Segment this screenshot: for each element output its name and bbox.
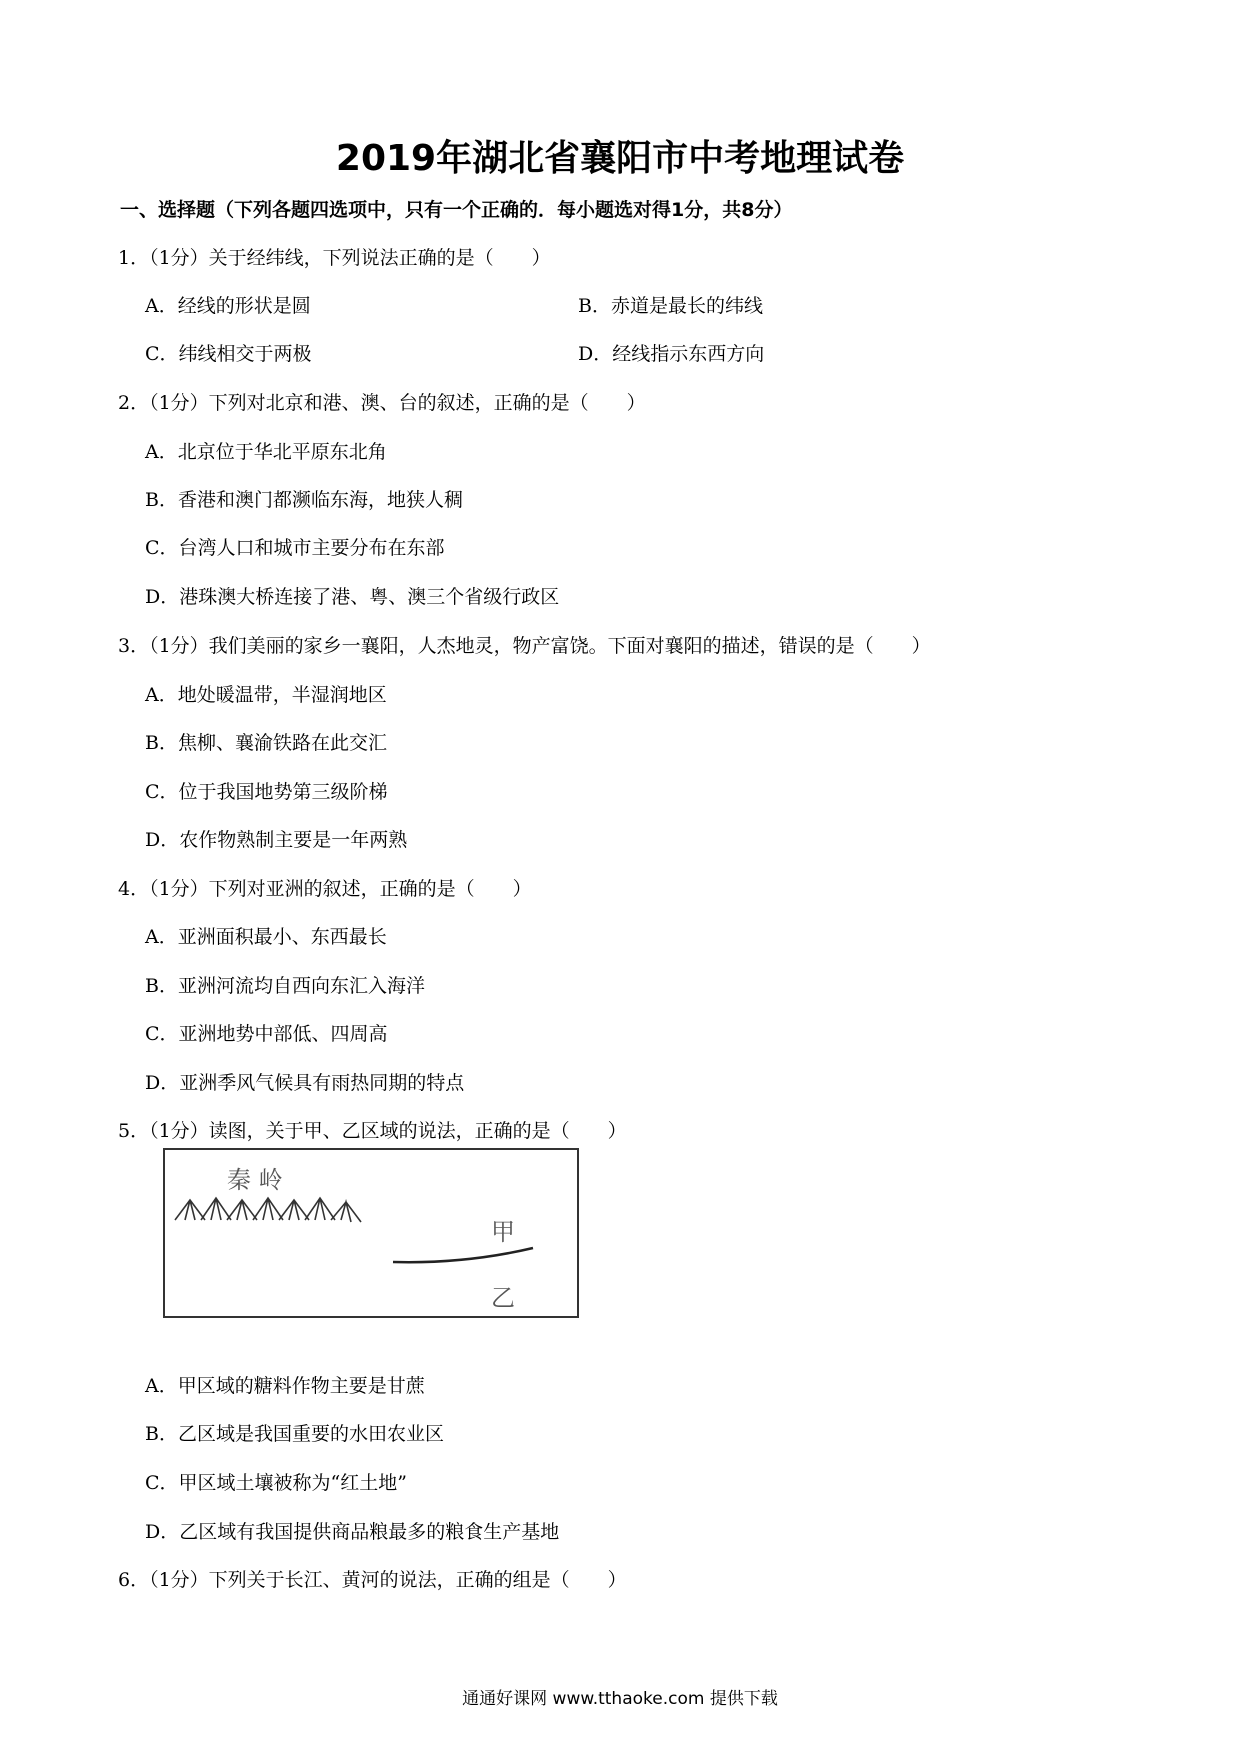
question-4-option-a: A．亚洲面积最小、东西最长 bbox=[145, 926, 387, 948]
question-2-option-c: C．台湾人口和城市主要分布在东部 bbox=[145, 537, 445, 559]
question-3-option-c: C．位于我国地势第三级阶梯 bbox=[145, 781, 388, 803]
question-4-option-d: D．亚洲季风气候具有雨热同期的特点 bbox=[145, 1072, 465, 1094]
question-5-option-d: D．乙区域有我国提供商品粮最多的粮食生产基地 bbox=[145, 1521, 560, 1543]
map-label-yi: 乙 bbox=[491, 1284, 515, 1312]
question-3-option-b: B．焦柳、襄渝铁路在此交汇 bbox=[145, 732, 387, 754]
question-4-option-b: B．亚洲河流均自西向东汇入海洋 bbox=[145, 975, 425, 997]
page-footer: 通通好课网 www.tthaoke.com 提供下载 bbox=[462, 1689, 778, 1709]
map-label-qinling: 秦 岭 bbox=[227, 1166, 283, 1194]
boundary-line bbox=[393, 1248, 533, 1262]
qinling-region-map bbox=[163, 1148, 579, 1318]
question-4-option-c: C．亚洲地势中部低、四周高 bbox=[145, 1023, 388, 1045]
page-title: 2019年湖北省襄阳市中考地理试卷 bbox=[335, 138, 905, 179]
question-3-option-a: A．地处暖温带，半湿润地区 bbox=[145, 684, 387, 706]
question-1-stem: 1．（1分）关于经纬线，下列说法正确的是（ ） bbox=[118, 247, 551, 269]
section-heading: 一、选择题（下列各题四选项中，只有一个正确的．每小题选对得1分，共8分） bbox=[120, 199, 793, 221]
question-4-stem: 4．（1分）下列对亚洲的叙述，正确的是（ ） bbox=[118, 878, 532, 900]
question-5-stem: 5．（1分）读图，关于甲、乙区域的说法，正确的是（ ） bbox=[118, 1120, 627, 1142]
question-5-option-b: B．乙区域是我国重要的水田农业区 bbox=[145, 1423, 444, 1445]
question-1-option-d: D．经线指示东西方向 bbox=[578, 343, 765, 365]
question-2-option-d: D．港珠澳大桥连接了港、粤、澳三个省级行政区 bbox=[145, 586, 560, 608]
question-2-stem: 2．（1分）下列对北京和港、澳、台的叙述，正确的是（ ） bbox=[118, 392, 646, 414]
mountain-range-icon bbox=[165, 1150, 577, 1316]
question-6-stem: 6．（1分）下列关于长江、黄河的说法，正确的组是（ ） bbox=[118, 1569, 627, 1591]
question-5-option-c: C．甲区域土壤被称为“红土地” bbox=[145, 1472, 407, 1494]
question-3-option-d: D．农作物熟制主要是一年两熟 bbox=[145, 829, 408, 851]
question-3-stem: 3．（1分）我们美丽的家乡一襄阳，人杰地灵，物产富饶。下面对襄阳的描述，错误的是（ ） bbox=[118, 635, 931, 657]
question-2-option-b: B．香港和澳门都濒临东海，地狭人稠 bbox=[145, 489, 463, 511]
question-1-option-c: C．纬线相交于两极 bbox=[145, 343, 312, 365]
question-5-option-a: A．甲区域的糖料作物主要是甘蔗 bbox=[145, 1375, 425, 1397]
question-1-option-a: A．经线的形状是圆 bbox=[145, 295, 311, 317]
question-2-option-a: A．北京位于华北平原东北角 bbox=[145, 441, 387, 463]
map-label-jia: 甲 bbox=[491, 1218, 515, 1246]
question-1-option-b: B．赤道是最长的纬线 bbox=[578, 295, 763, 317]
